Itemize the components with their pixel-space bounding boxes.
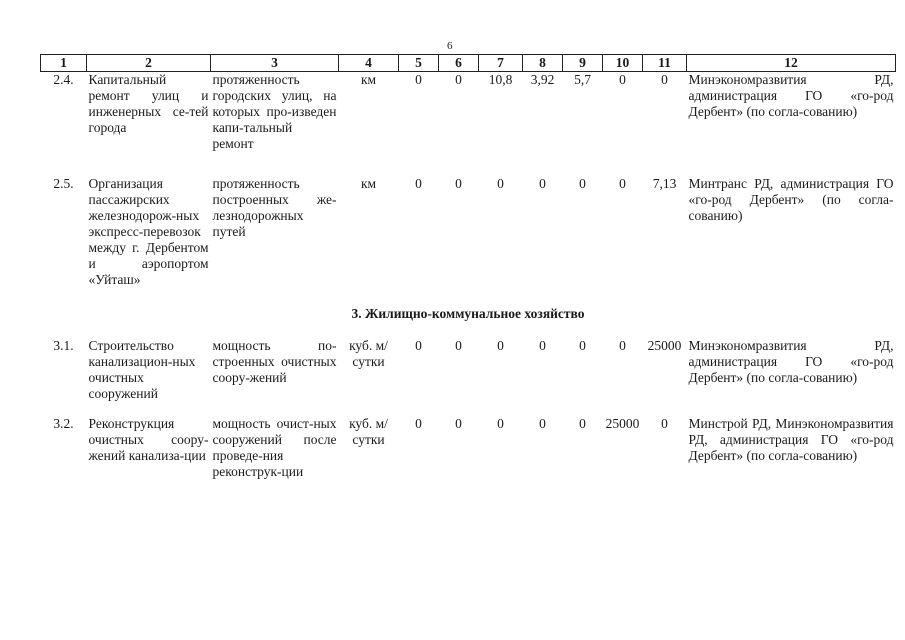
header-cell: 12 <box>687 55 896 72</box>
value-cell: 0 <box>497 176 504 191</box>
table-row <box>41 416 896 480</box>
value-cell: 0 <box>455 338 462 353</box>
header-cell: 6 <box>439 55 479 72</box>
responsible: Минтранс РД, администрация ГО «го-род Дербент» (по согла-сованию) <box>688 176 894 223</box>
header-cell: 10 <box>603 55 643 72</box>
unit: км <box>360 176 377 191</box>
unit: куб. м/сутки <box>349 338 388 369</box>
value-cell: 10,8 <box>488 72 513 87</box>
value-cell: 0 <box>415 72 422 87</box>
value-cell: 3,92 <box>530 72 555 87</box>
header-cell: 9 <box>563 55 603 72</box>
table-row <box>41 338 896 402</box>
row-number: 3.2. <box>53 416 74 431</box>
value-cell: 0 <box>455 176 462 191</box>
header-cell: 5 <box>399 55 439 72</box>
responsible: Минстрой РД, Минэкономразвития РД, администрация ГО «го-род Дербент» (по согла-сованию) <box>688 416 894 463</box>
row-number: 3.1. <box>53 338 74 353</box>
value-cell: 7,13 <box>652 176 677 191</box>
header-cell: 2 <box>87 55 211 72</box>
program-table <box>40 54 896 480</box>
spacer <box>41 402 896 416</box>
table-row <box>41 176 896 288</box>
spacer <box>41 152 896 176</box>
value-cell: 0 <box>661 72 668 87</box>
value-cell: 25000 <box>605 416 640 431</box>
page-number: 6 <box>447 40 453 52</box>
header-cell: 7 <box>479 55 523 72</box>
value-cell: 0 <box>579 416 586 431</box>
value-cell: 0 <box>415 416 422 431</box>
value-cell: 0 <box>619 338 626 353</box>
value-cell: 0 <box>415 176 422 191</box>
measure-name: Организация пассажирских железнодорож-ных экспресс-перевозок между г. Дербентом и аэропортом «Уйташ» <box>88 176 209 287</box>
unit: км <box>360 72 377 87</box>
measure-name: Строительство канализацион-ных очистных сооружений <box>88 338 196 401</box>
responsible: Минэкономразвития РД, администрация ГО «го-род Дербент» (по согла-сованию) <box>688 338 894 385</box>
header-cell: 8 <box>523 55 563 72</box>
responsible: Минэкономразвития РД, администрация ГО «го-род Дербент» (по согла-сованию) <box>688 72 894 119</box>
value-cell: 5,7 <box>574 72 591 87</box>
header-row <box>41 55 896 72</box>
value-cell: 0 <box>455 72 462 87</box>
row-number: 2.5. <box>53 176 74 191</box>
header-cell: 3 <box>211 55 339 72</box>
spacer-row <box>41 152 896 176</box>
value-cell: 0 <box>579 338 586 353</box>
value-cell: 0 <box>497 416 504 431</box>
value-cell: 0 <box>539 176 546 191</box>
value-cell: 25000 <box>647 338 682 353</box>
measure-name: Реконструкция очистных соору-жений канализа-ции <box>88 416 209 463</box>
table-row <box>41 72 896 153</box>
value-cell: 0 <box>497 338 504 353</box>
row-number: 2.4. <box>53 72 74 87</box>
indicator: протяженность городских улиц, на которых про-изведен капи-тальный ремонт <box>212 72 337 151</box>
value-cell: 0 <box>619 72 626 87</box>
unit: куб. м/сутки <box>349 416 388 447</box>
spacer-row <box>41 402 896 416</box>
indicator: протяженность построенных же-лезнодорожных путей <box>212 176 337 239</box>
value-cell: 0 <box>619 176 626 191</box>
value-cell: 0 <box>579 176 586 191</box>
measure-name: Капитальный ремонт улиц и инженерных се-тей города <box>88 72 209 135</box>
value-cell: 0 <box>539 416 546 431</box>
value-cell: 0 <box>455 416 462 431</box>
value-cell: 0 <box>539 338 546 353</box>
indicator: мощность очист-ных сооружений после проведе-ния реконструк-ции <box>212 416 337 479</box>
header-cell: 11 <box>643 55 687 72</box>
value-cell: 0 <box>661 416 668 431</box>
header-cell: 1 <box>41 55 87 72</box>
header-cell: 4 <box>339 55 399 72</box>
section-row <box>41 288 896 338</box>
value-cell: 0 <box>415 338 422 353</box>
section-title: 3. Жилищно-коммунальное хозяйство <box>351 306 585 321</box>
indicator: мощность по-строенных очистных соору-жений <box>212 338 337 385</box>
